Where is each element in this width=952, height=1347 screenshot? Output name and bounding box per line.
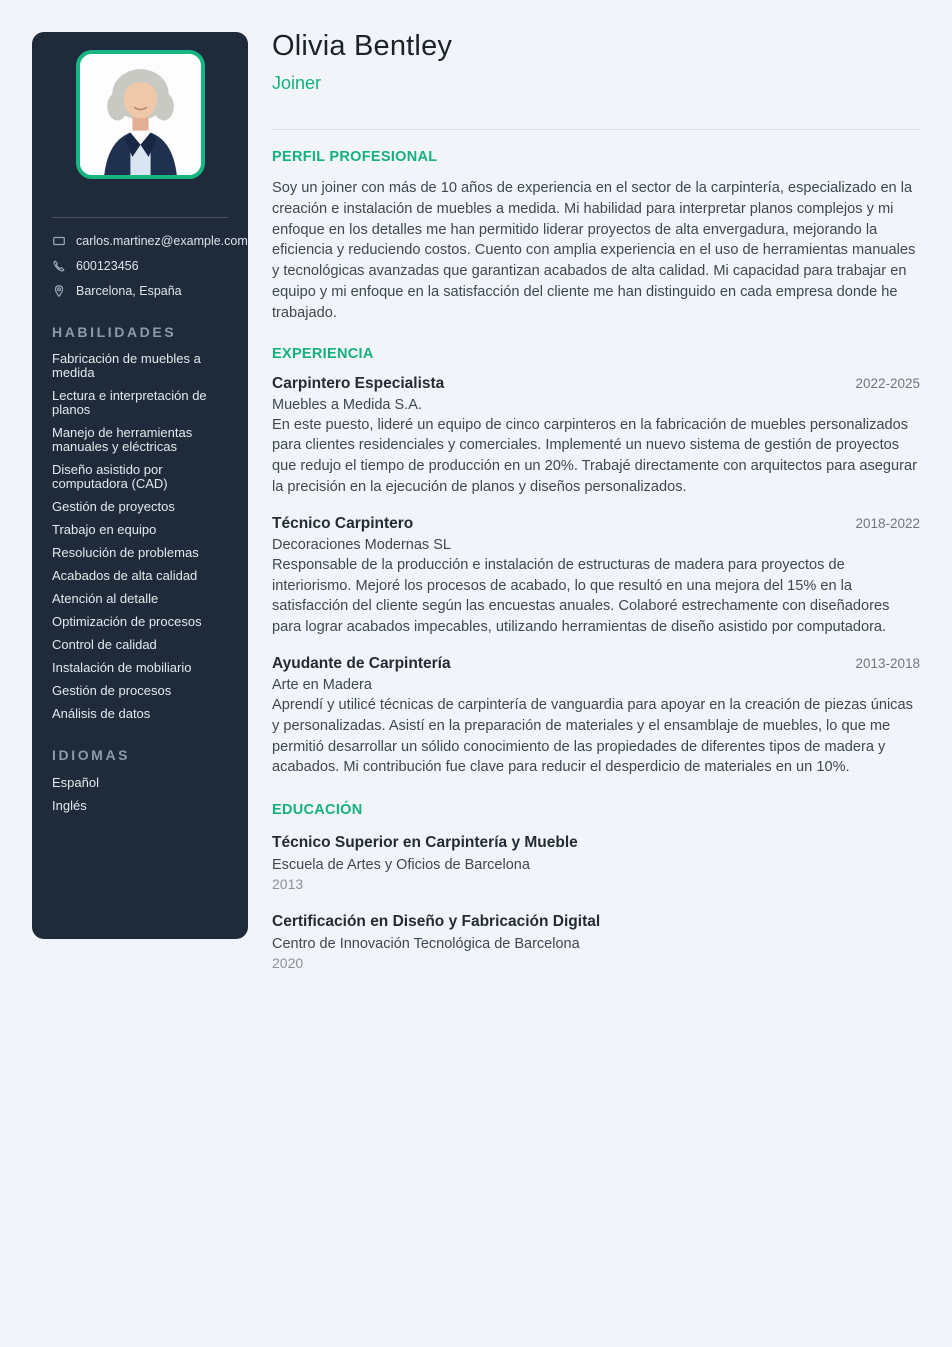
job-description: Responsable de la producción e instalación de estructuras de madera para proyectos de interiorismo. Mejoré los procesos de acabado, lo que resultó en una mejora del 15% en la satisfacción del cliente según las encuestas anuales. Colaboré estrechamente con diseñadores para lograr acabados impecables, utilizando herramientas de diseño asistido por computadora. [272,556,890,636]
contact-location-row [52,284,228,298]
contact-email: carlos.martinez@example.com [76,234,248,248]
experience-entry [272,655,920,778]
sidebar-divider [52,217,228,218]
contact-phone-row [52,259,228,273]
resume-main [272,30,920,992]
skill-item: Fabricación de muebles a medida [52,351,201,380]
skill-item: Manejo de herramientas manuales y eléctricas [52,425,193,454]
job-role: Carpintero Especialista [272,374,445,392]
languages-list [52,775,228,813]
languages-heading: IDIOMAS [52,747,131,763]
job-role: Técnico Carpintero [272,514,414,532]
language-item: Español [52,775,99,790]
sidebar [32,32,248,939]
profile-text: Soy un joiner con más de 10 años de experiencia en el sector de la carpintería, especializado en la creación e instalación de muebles a medida. Mi habilidad para interpretar planos complejos y mi enfoque en los detalles me han permitido liderar proyectos de alta envergadura, mejorando la eficiencia y reduciendo costos. Cuento con amplia experiencia en el uso de herramientas manuales y tecnológicas avanzadas que garantizan acabados de alta calidad. Mi capacidad para trabajar en equipo y mi enfoque en la satisfacción del cliente me han distinguido en cada empresa donde he trabajado. [272,180,916,321]
job-company: Muebles a Medida S.A. [272,396,422,413]
skill-item: Lectura e interpretación de planos [52,388,207,417]
portrait-illustration [80,54,201,175]
skill-item: Optimización de procesos [52,614,202,629]
job-company: Arte en Madera [272,676,372,693]
phone-icon [52,259,66,273]
candidate-name: Olivia Bentley [272,30,453,62]
skill-item: Diseño asistido por computadora (CAD) [52,462,168,491]
education-section-title: EDUCACIÓN [272,802,363,819]
education-entry [272,913,920,971]
education-year: 2013 [272,876,304,893]
location-pin-icon [52,284,66,298]
job-dates: 2018-2022 [855,515,920,531]
skills-heading: HABILIDADES [52,324,177,340]
education-year: 2020 [272,955,304,972]
education-school: Centro de Innovación Tecnológica de Barcelona [272,936,580,953]
contact-location: Barcelona, España [76,284,182,298]
profile-photo [76,50,205,179]
contact-phone: 600123456 [76,259,139,273]
job-description: En este puesto, lideré un equipo de cinco carpinteros en la fabricación de muebles personalizados para clientes residenciales y comerciales. Implementé un nuevo sistema de gestión de proyectos que redujo el tiempo de producción en un 20%. Trabajé directamente con arquitectos para asegurar la precisión en la ejecución de planos y diseños personalizados. [272,416,917,495]
job-header [272,515,920,533]
email-icon [52,234,66,248]
experience-entry [272,515,920,638]
experience-section-title: EXPERIENCIA [272,345,374,362]
skill-item: Acabados de alta calidad [52,568,198,583]
education-degree: Técnico Superior en Carpintería y Mueble [272,834,578,852]
skill-item: Trabajo en equipo [52,522,157,537]
job-dates: 2022-2025 [855,375,920,391]
skill-item: Gestión de procesos [52,683,172,698]
education-entry [272,834,920,892]
experience-entry [272,375,920,498]
job-company: Decoraciones Modernas SL [272,536,451,553]
job-header [272,655,920,673]
job-description: Aprendí y utilicé técnicas de carpintería de vanguardia para apoyar en la creación de piezas únicas y personalizadas. Asistí en la preparación de materiales y el ensamblaje de muebles, lo que me permitió desarrollar un sólido conocimiento de las propiedades de diferentes tipos de madera y acabados. Mi contribución fue clave para reducir el desperdicio de materiales en un 10%. [272,696,913,776]
education-school: Escuela de Artes y Oficios de Barcelona [272,857,530,874]
skill-item: Control de calidad [52,637,157,652]
job-dates: 2013-2018 [855,655,920,671]
skill-item: Análisis de datos [52,706,151,721]
job-role: Ayudante de Carpintería [272,654,451,672]
skill-item: Gestión de proyectos [52,499,175,514]
contact-email-row [52,234,248,248]
job-header [272,375,920,393]
candidate-title: Joiner [272,73,322,93]
skill-item: Instalación de mobiliario [52,660,192,675]
language-item: Inglés [52,798,87,813]
profile-section-title: PERFIL PROFESIONAL [272,149,438,165]
skill-item: Resolución de problemas [52,545,199,560]
header-divider [272,129,920,130]
skill-item: Atención al detalle [52,591,159,606]
skills-list [52,352,228,721]
education-degree: Certificación en Diseño y Fabricación Digital [272,913,601,931]
